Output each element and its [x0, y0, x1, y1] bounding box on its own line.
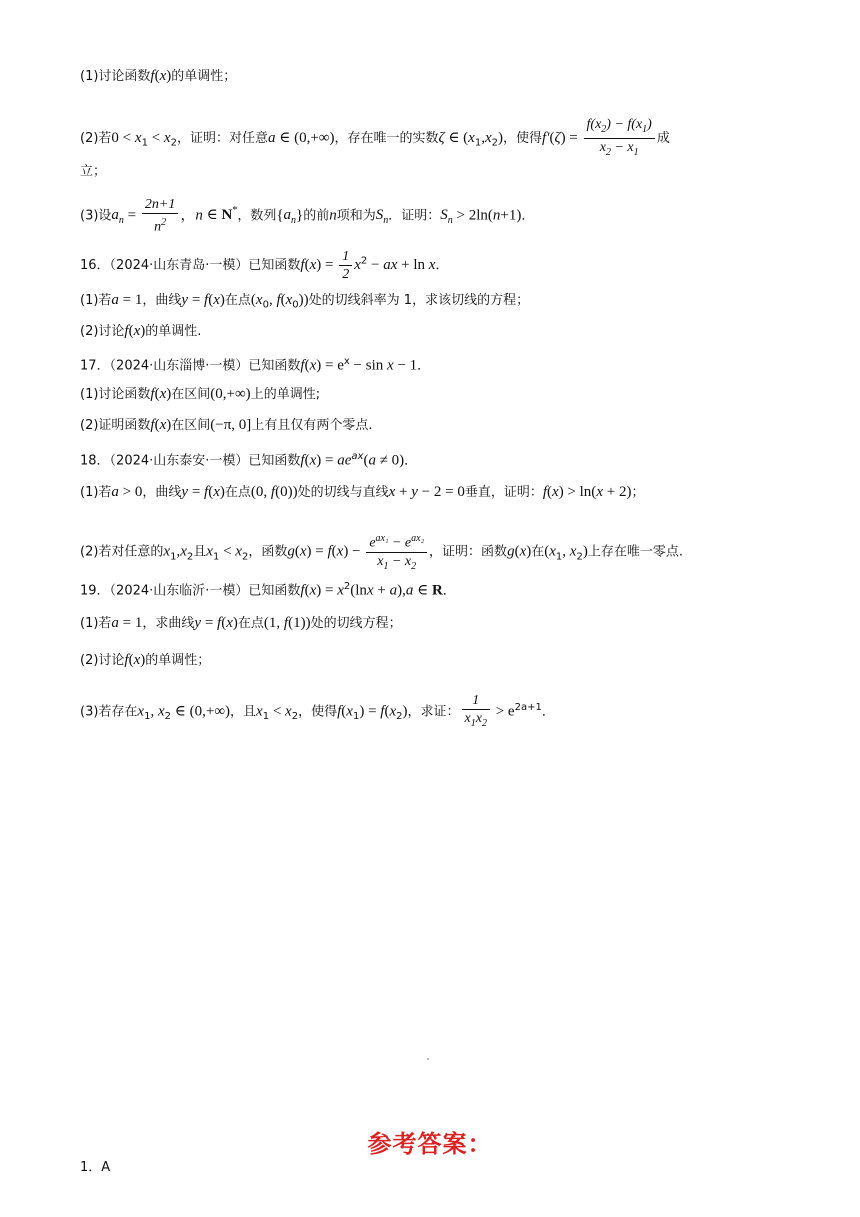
q15-part2: (2)若$0 < x_1 < x_2$，证明：对任意a ∈ (0,+∞)，存在唯一的实数ζ ∈ $(x_1,x_2)$，使得f′(ζ) = $\frac{f(x_2) - f(x_1)}{x_2 - x_1}$ 成 [80, 116, 800, 161]
q17-stem: 17．（2024·山东淄博·一模）已知函数$f(x) = e^x - \sin x - 1$． [80, 356, 431, 374]
q19-part1: (1)若a = 1，求曲线y = f(x)在点(1, f(1))处的切线方程； [80, 615, 402, 631]
q15-part1: (1)讨论函数f(x)的单调性； [80, 68, 237, 84]
q15-part3: (3)设$a_n$ = $\frac{2n+1}{n^2}$ ，n ∈ N*，数列$\{a_n\}$的前n项和为$S_n$．证明：$S_n > 2\ln(n+1)$． [80, 197, 535, 235]
page-dot [427, 1058, 429, 1060]
answers-title: 参考答案： [367, 1130, 493, 1158]
q19-stem: 19．（2024·山东临沂·一模）已知函数$f(x) = x^2(\ln x + a),a$ ∈ R． [80, 581, 456, 599]
q19-part2: (2)讨论f(x)的单调性； [80, 652, 211, 668]
q18-stem: 18．（2024·山东泰安·一模）已知函数$f(x) = ae^{ax}(a \ne 0)$． [80, 451, 418, 469]
answer-1: 1．A [80, 1160, 111, 1175]
q15-part2-cont: 立； [80, 164, 107, 179]
q16-part1: (1)若a = 1，曲线y = f(x)在点($x_0$, $f(x_0)$)处的切线斜率为 1，求该切线的方程； [80, 292, 530, 311]
q19-part3: (3)若存在$x_1$, $x_2$ ∈ (0,+∞)，且$x_1 < x_2$，使得$f(x_1) = f(x_2)$，求证： $\frac{1}{x_1x_2}$ > $e^{2a+1}$． [80, 693, 555, 729]
q17-part1: (1)讨论函数f(x)在区间(0,+∞)上的单调性; [80, 386, 321, 402]
q18-part2: (2)若对任意的$x_1,x_2$且$x_1 < x_2$，函数g(x) = f(x) − $\frac{e^{ax_1} - e^{ax_2}}{x_1 - x_2}$ ，证明：函数g(x)在($x_1$, $x_2$)上存在唯一零点. [80, 530, 800, 574]
q18-part1: (1)若a > 0，曲线y = f(x)在点(0, f(0))处的切线与直线x + y − 2 = 0垂直，证明：f(x) > ln(x + 2)； [80, 484, 645, 500]
q16-part2: (2)讨论f(x)的单调性. [80, 323, 202, 339]
q17-part2: (2)证明函数f(x)在区间(−π, 0]上有且仅有两个零点. [80, 417, 373, 433]
fraction: $\frac{f(x_2) - f(x_1)}{x_2 - x_1}$ [584, 116, 655, 161]
q16-stem: 16．（2024·山东青岛·一模）已知函数f(x) = $\frac{1}{2}$ $x^2$ − ax + ln x． [80, 249, 449, 282]
